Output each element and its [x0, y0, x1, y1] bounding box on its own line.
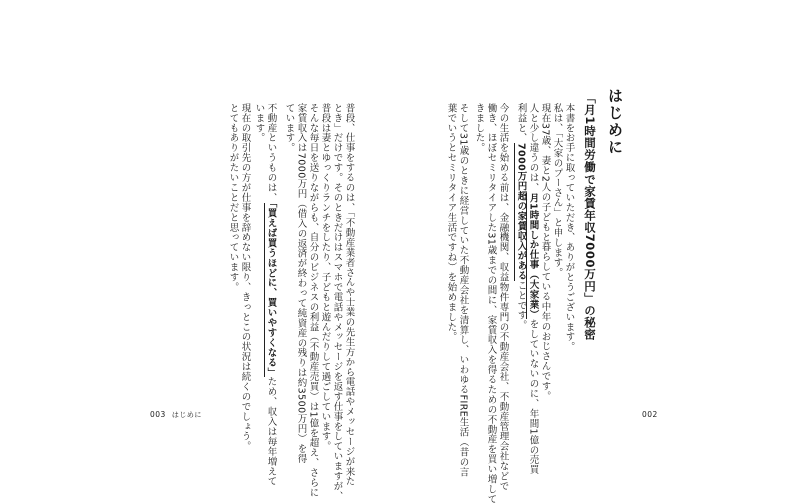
text-column: そして31歳のときに経営していた不動産会社を清算し、いわゆるFIRE生活（昔の言 — [457, 103, 469, 477]
emphasis-text: 「買えば買うほどに、買いやすくなる」 — [265, 202, 277, 377]
running-title: はじめに — [171, 411, 202, 419]
text-column: 働き、ほぼセミリタイアした31歳までの間に、家賃収入を得るための不動産を買い増して — [485, 103, 497, 504]
text-column: 普段は妻とゆっくりランチをしたり、子どもと遊んだりして過ごしています。 — [319, 103, 331, 452]
text-column: 葉でいうとセミリタイア生活ですね）を始めました。 — [445, 103, 457, 342]
text-column: 本書をお手に取っていただき、ありがとうございます。 — [563, 103, 575, 352]
page-number: 003 — [150, 410, 166, 419]
left-page — [0, 0, 400, 501]
section-subheading: 「月1時間労働で家賃年収7000万円」の秘密 — [583, 92, 597, 341]
text-column: います。 — [253, 103, 265, 143]
text-column: とき」だけです。そのときだけはスマホで電話やメッセージを返す仕事をしていますが、 — [331, 103, 343, 501]
text-column: 不動産というものは、「買えば買うほどに、買いやすくなる」ため、収入は毎年増えて — [265, 103, 277, 487]
text-column: 人と少し違うのは、月1時間しか仕事（大家業）をしていないのに、年間1億の売買 — [527, 103, 539, 475]
text-column: ています。 — [283, 103, 295, 153]
text-column: そんな毎日を送りながらも、自分のビジネスの利益（不動産売買）は1億を超え、さらに — [307, 103, 319, 498]
text-column: きました。 — [473, 103, 485, 153]
text-column: 家賃収入は7000万円（借入の返済が終わって純資産の残りは約3500万円）を得 — [295, 103, 307, 464]
right-page — [400, 0, 800, 504]
text-column: 利益と、7000万円超の家賃収入があることです。 — [515, 103, 527, 331]
text-column: 普段、仕事をするのは、「不動産業者さんや士業の先生方から電話やメッセージが来た — [343, 103, 355, 487]
emphasis-text: 月1時間しか仕事（大家業） — [527, 192, 539, 320]
emphasis-text: 7000万円超の家賃収入がある — [515, 142, 527, 281]
text-column: 私は、「大家のプーさん」と申します。 — [551, 103, 563, 278]
page-number: 002 — [642, 410, 658, 419]
text-column: とてもありがたいことだと思っています。 — [227, 103, 239, 293]
page-heading: はじめに — [606, 88, 624, 156]
page-footer — [150, 410, 202, 420]
text-column: 現在の取引先の方が仕事を辞めない限り、きっとこの状況は続くのでしょう。 — [239, 103, 251, 452]
text-column: 現在37歳、妻と2人の子どもと暮らしている中年のおじさんです。 — [539, 103, 551, 402]
text-column: 今の生活を始める前は、金融機関、収益物件専門の不動産会社、不動産管理会社などで — [497, 103, 509, 492]
